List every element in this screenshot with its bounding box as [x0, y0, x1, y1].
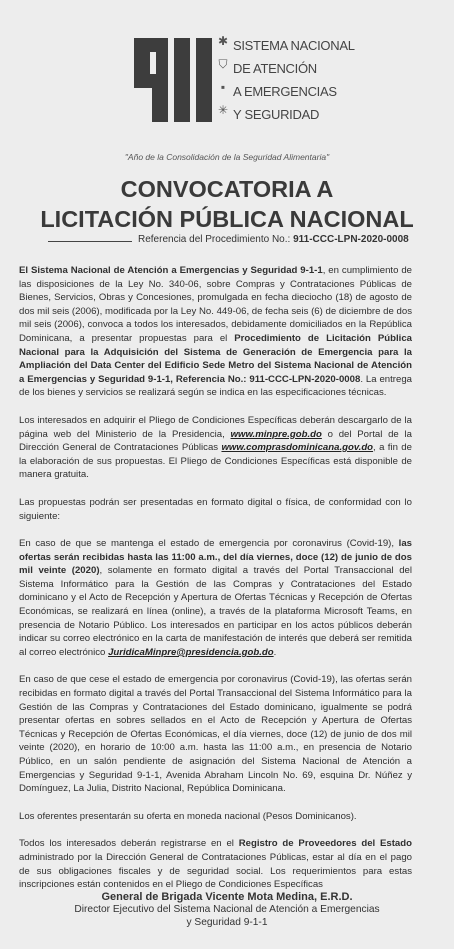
divider: [48, 241, 132, 242]
signature-block: [0, 890, 454, 929]
paragraph-text: Todos los interesados deberán registrarse en el: [19, 838, 239, 850]
logo-line: A EMERGENCIAS: [233, 84, 337, 99]
paragraph: Los oferentes presentarán su oferta en moneda nacional (Pesos Dominicanos).: [19, 810, 357, 822]
email-link[interactable]: JuridicaMinpre@presidencia.gob.do: [108, 646, 274, 658]
header-logo: [0, 22, 454, 162]
ambulance-icon: ▪: [220, 80, 226, 94]
slogan: "Año de la Consolidación de la Seguridad Alimentaria": [124, 152, 330, 162]
procedure-name: Procedimiento de Licitación Pública Nacional para la Adquisición del Sistema de Generación de Emergencia para la Ampliación del Data Center del Edificio Sede Metro del Sistema Nacional de Atención a Emergencias y Seguridad 9-1-1, Referencia No.: 911-CCC-LPN-2020-0008: [19, 332, 412, 385]
logo-911-number: [130, 30, 216, 130]
paragraph-text: .: [273, 646, 277, 658]
signatory-role: y Seguridad 9-1-1: [186, 916, 268, 928]
paragraph-text: . La entrega de los bienes y servicios se realizará según se indica en las especificaciones técnicas.: [19, 373, 412, 399]
paragraph-text: , en cumplimiento de las disposiciones de la Ley No. 340-06, sobre Compras y Contrataciones Públicas de Bienes, Servicios, Obras y Concesiones, promulgada en fecha dieciocho (18) de agosto de dos mil seis (2006), modificada por la Ley No. 449-06, de fecha seis (6) de diciembre de dos mil seis (2006), convoca a todos los interesados, debidamente domiciliados en la República Dominicana, a presentar propuestas para el: [19, 265, 413, 344]
paragraph-text: , a fin de la elaboración de sus propuestas. El Pliego de Condiciones Específicas está disponible de manera gratuita.: [19, 442, 412, 481]
reference-text: [138, 234, 409, 245]
signatory-role: Director Ejecutivo del Sistema Nacional de Atención a Emergencias: [74, 904, 380, 915]
signatory-name: General de Brigada Vicente Mota Medina, E.R.D.: [101, 891, 353, 903]
paragraph-text: Los interesados en adquirir el Pliego de Condiciones Específicas deberán descargarlo de la página web del Ministerio de la Presidencia,: [19, 414, 412, 440]
paragraph: Las propuestas podrán ser presentadas en formato digital o física, de conformidad con lo siguiente:: [19, 496, 412, 522]
star-of-life-icon: ✱: [217, 34, 229, 48]
reference-label: Referencia del Procedimiento No.:: [138, 234, 291, 245]
asterisk-icon: ✳: [217, 103, 229, 117]
page-title: [0, 174, 454, 234]
reference-line: [48, 234, 409, 248]
org-name: El Sistema Nacional de Atención a Emergencias y Seguridad 9-1-1: [19, 265, 323, 276]
minpre-link[interactable]: www.minpre.gob.do: [230, 428, 322, 440]
shield-icon: ⛉: [218, 57, 228, 71]
title-line: LICITACIÓN PÚBLICA NACIONAL: [40, 206, 414, 232]
logo-text: [233, 34, 355, 126]
logo-line: Y SEGURIDAD: [233, 107, 320, 122]
logo-line: SISTEMA NACIONAL: [233, 38, 355, 53]
paragraph: [19, 837, 412, 891]
paragraph-text: administrado por la Dirección General de Contrataciones Públicas, estar al día en el pago de sus obligaciones fiscales y de seguridad social. Los requerimientos para estas inscripciones están contenidos en el Pliego de Condiciones Específicas: [19, 851, 412, 891]
paragraph-text: , solamente en formato digital a través del Portal Transaccional del Sistema Informático para la Gestión de las Compras y Contrataciones del Estado dominicano y el Acto de Recepción y Apertura de Ofertas Técnicas y Recepción de Ofertas Económicas, se realizará en línea (online), a través de la plataforma Microsoft Teams, en presencia de Notario Público. Los interesados en participar en los actos públicos deberán indicar su correo electrónico en la carta de manifestación de interés que deberá ser remitida al correo electrónico: [19, 565, 412, 658]
reference-code: 911-CCC-LPN-2020-0008: [293, 234, 409, 245]
compras-link[interactable]: www.comprasdominicana.gov.do: [221, 442, 374, 454]
logo-icons: [216, 34, 230, 126]
deadline-text: las ofertas serán recibidas hasta las 11:00 a.m., del día viernes, doce (12) de junio de dos mil veinte (2020): [19, 538, 412, 577]
paragraph-text: o del Portal de la Dirección General de Contrataciones Públicas: [19, 428, 413, 454]
paragraph-text: En caso de que se mantenga el estado de emergencia por coronavirus (Covid-19),: [19, 538, 399, 550]
paragraph: [19, 264, 412, 400]
paragraph: En caso de que cese el estado de emergencia por coronavirus (Covid-19), las ofertas serán recibidas en formato digital a través del Portal Transaccional del Sistema Informático para la Gestión de las Compras y Contrataciones del Estado dominicano, igualmente se podrá presentar ofertas en sobres sellados en el Acto de Recepción y Apertura de Ofertas Técnicas y Recepción de Ofertas Económicas, el día viernes, doce (12) de junio de dos mil veinte (2020), en horario de 10:00 a.m. hasta las 11:00 a.m., en presencia de Notario Público, en un salón pendiente de asignación del Sistema Nacional de Atención a Emergencias y Seguridad 9-1-1, Avenida Abraham Lincoln No. 69, esquina Dr. Núñez y Domínguez, La Julia, Distrito Nacional, República Dominicana.: [19, 674, 412, 795]
paragraph: [19, 537, 412, 659]
logo-line: DE ATENCIÓN: [233, 61, 317, 76]
paragraph: [19, 414, 412, 482]
title-line: CONVOCATORIA A: [120, 176, 334, 202]
registry-name: Registro de Proveedores del Estado: [238, 838, 412, 850]
notice-body: [19, 264, 412, 906]
